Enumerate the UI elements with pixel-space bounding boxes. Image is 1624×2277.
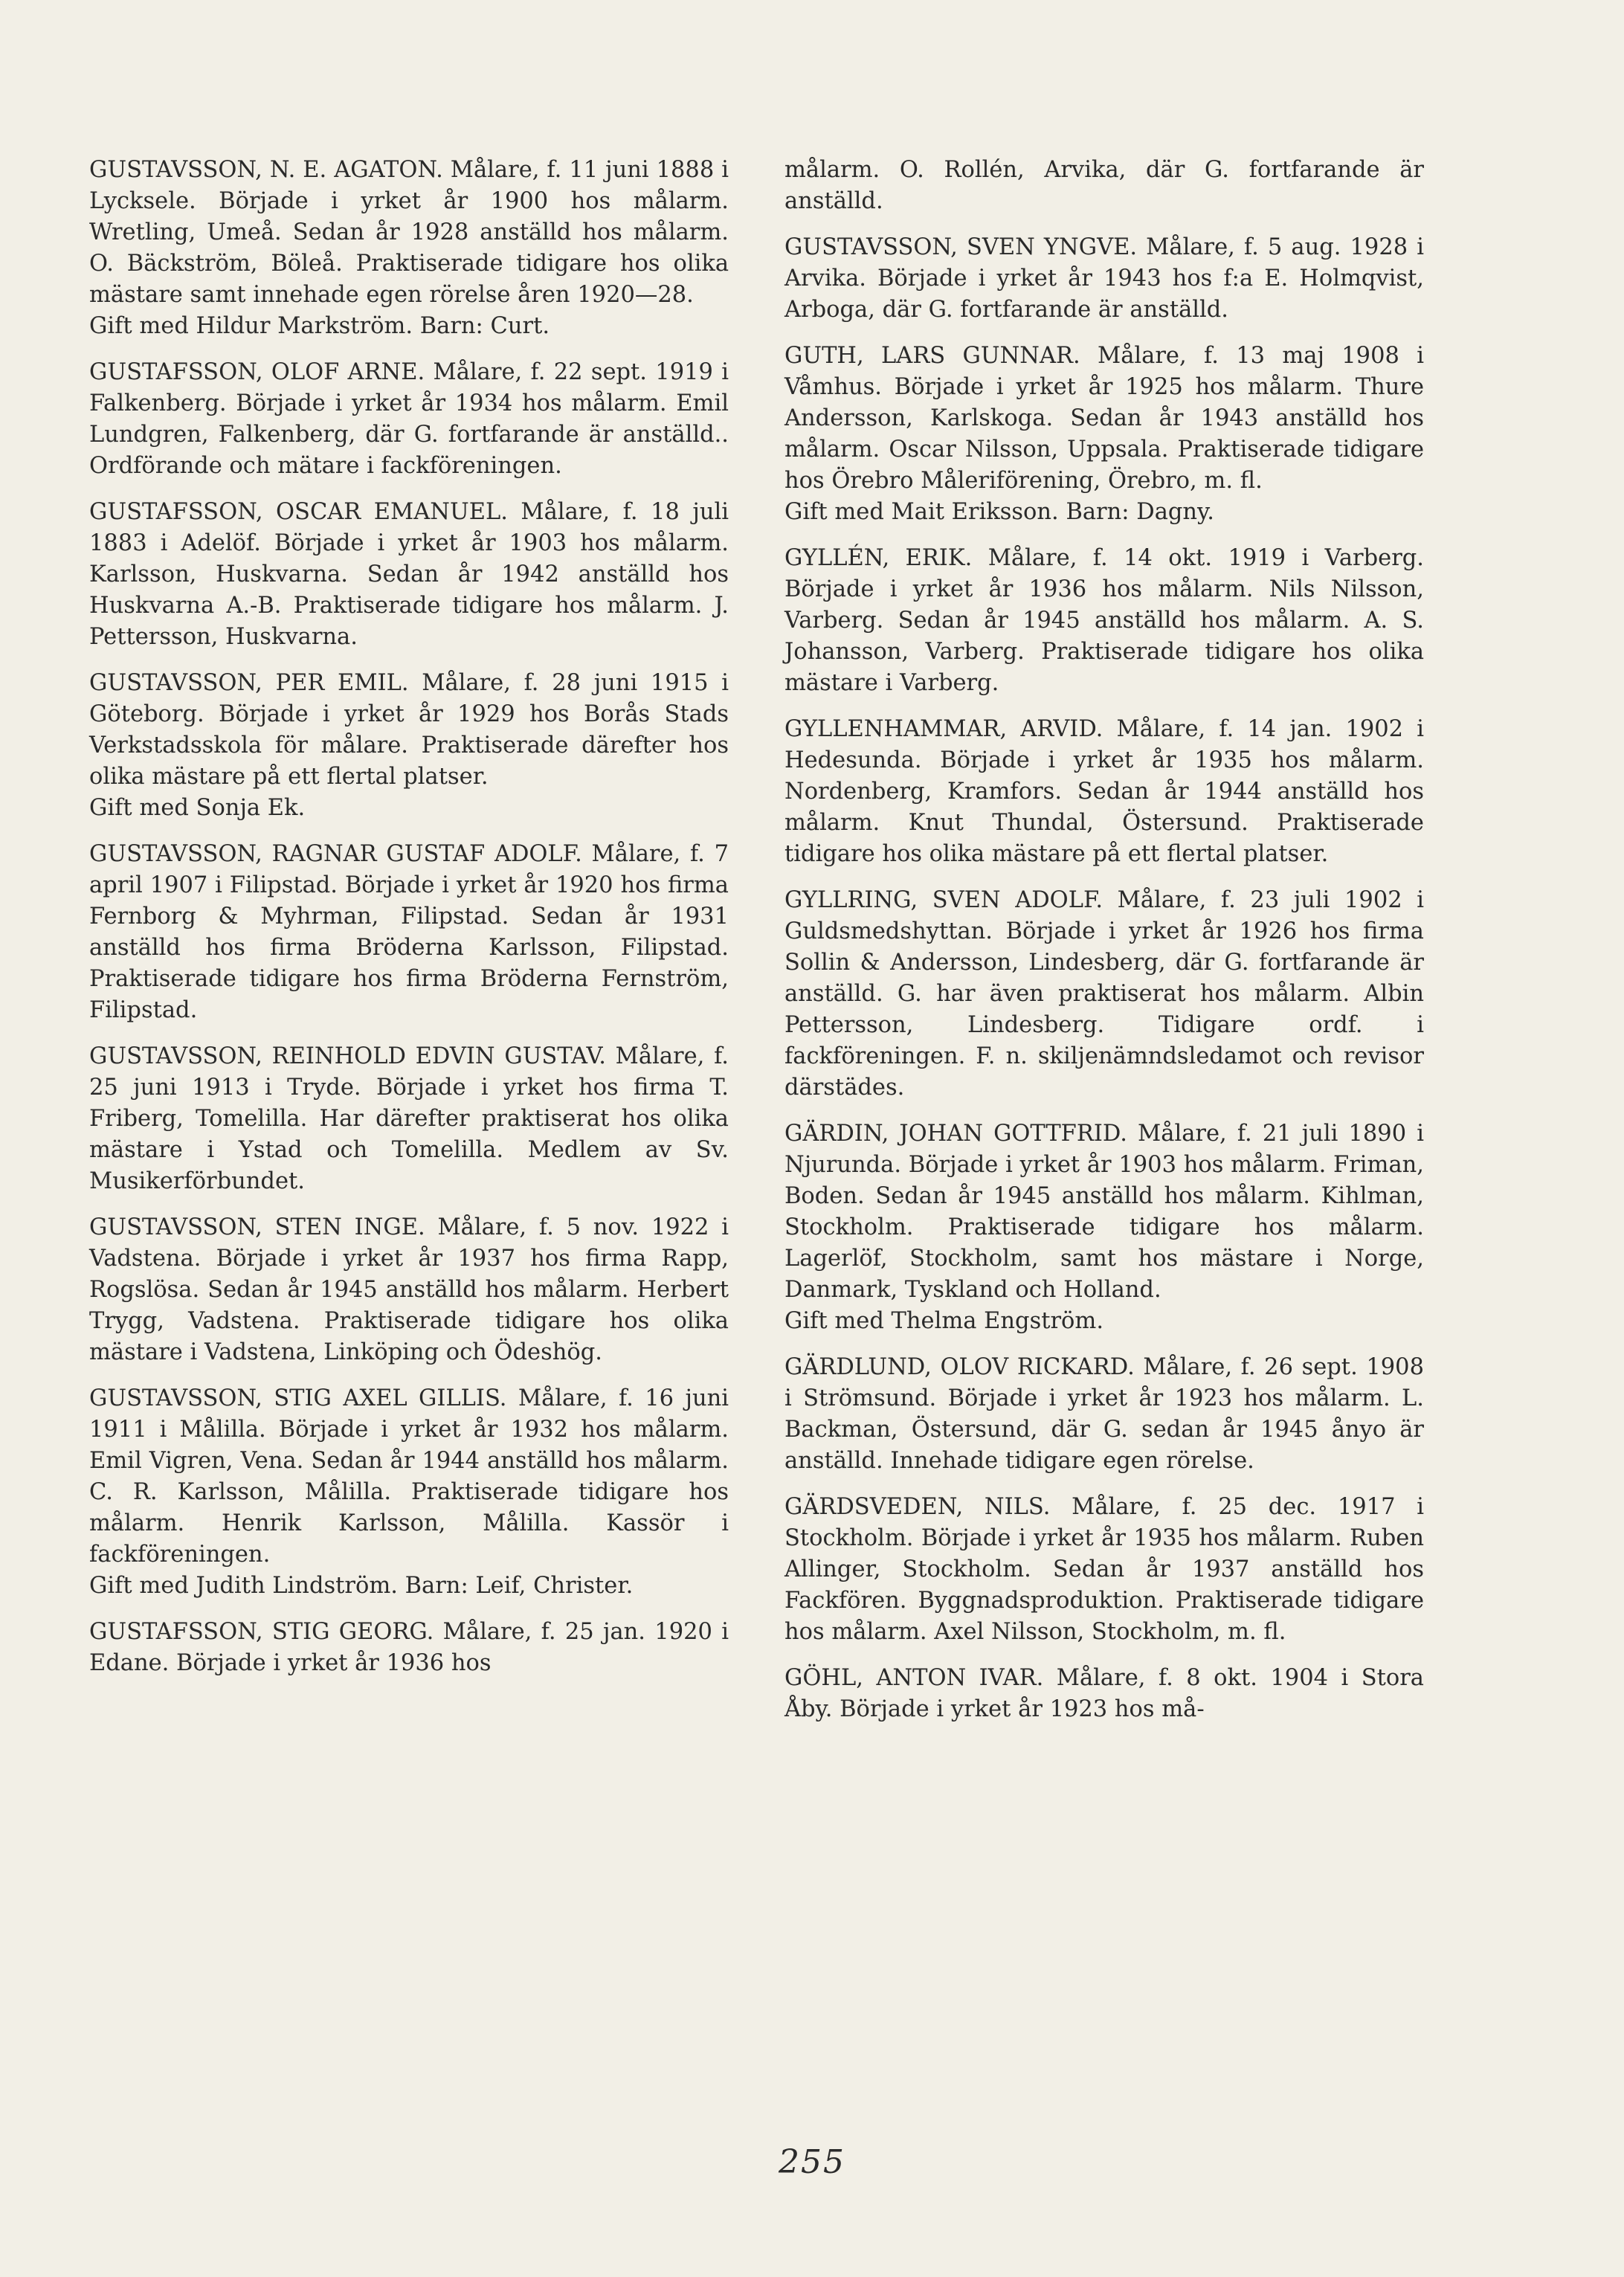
entry-gustafsson-stig-georg: GUSTAFSSON, STIG GEORG. Målare, f. 25 jan. 1920 i Edane. Började i yrket år 1936 hos [89, 1619, 729, 1676]
right-column [784, 155, 1424, 1740]
page-number: 255 [779, 2143, 845, 2181]
entry-note: Gift med Thelma Engström. [784, 1308, 1104, 1334]
entry-gohl-anton-ivar: GÖHL, ANTON IVAR. Målare, f. 8 okt. 1904 i Stora Åby. Började i yrket år 1923 hos må- [784, 1665, 1424, 1722]
entry-gustavsson-sten-inge: GUSTAVSSON, STEN INGE. Målare, f. 5 nov. 1922 i Vadstena. Började i yrket år 1937 hos firma Rapp, Rogslösa. Sedan år 1945 anställd hos målarm. Herbert Trygg, Vadstena. Praktiserade tidigare hos olika mästare i Vadstena, Linköping och Ödeshög. [89, 1214, 729, 1365]
entry-note: Gift med Sonja Ek. [89, 795, 306, 821]
entry-gyllenhammar-arvid: GYLLENHAMMAR, ARVID. Målare, f. 14 jan. 1902 i Hedesunda. Började i yrket år 1935 hos målarm. Nordenberg, Kramfors. Sedan år 1944 anställd hos målarm. Knut Thundal, Östersund. Praktiserade tidigare hos olika mästare på ett flertal platser. [784, 716, 1424, 867]
entry-guth-lars-gunnar: GUTH, LARS GUNNAR. Målare, f. 13 maj 1908 i Våmhus. Började i yrket år 1925 hos målarm. Thure Andersson, Karlskoga. Sedan år 1943 anställd hos målarm. Oscar Nilsson, Uppsala. Praktiserade tidigare hos Örebro Måleriförening, Örebro, m. fl. [784, 343, 1424, 494]
entry-gyllring-sven-adolf: GYLLRING, SVEN ADOLF. Målare, f. 23 juli 1902 i Guldsmedshyttan. Började i yrket år 1926 hos firma Sollin & Andersson, Lindesberg, där G. fortfarande är anställd. G. har även praktiserat hos målarm. Albin Pettersson, Lindesberg. Tidigare ordf. i fackföreningen. F. n. skiljenämndsledamot och revisor därstädes. [784, 887, 1424, 1101]
entry-gustavsson-ragnar: GUSTAVSSON, RAGNAR GUSTAF ADOLF. Målare, f. 7 april 1907 i Filipstad. Började i yrket år 1920 hos firma Fernborg & Myhrman, Filipstad. Sedan år 1931 anställd hos firma Bröderna Karlsson, Filipstad. Praktiserade tidigare hos firma Bröderna Fernström, Filipstad. [89, 841, 729, 1023]
entry-note: Gift med Judith Lindström. Barn: Leif, Christer. [89, 1573, 634, 1599]
entry-gardlund-olov: GÄRDLUND, OLOV RICKARD. Målare, f. 26 sept. 1908 i Strömsund. Började i yrket år 1923 hos målarm. L. Backman, Östersund, där G. sedan år 1945 ånyo är anställd. Innehade tidigare egen rörelse. [784, 1354, 1424, 1474]
entry-gustavsson-reinhold: GUSTAVSSON, REINHOLD EDVIN GUSTAV. Målare, f. 25 juni 1913 i Tryde. Började i yrket hos firma T. Friberg, Tomelilla. Har därefter praktiserat hos olika mästare i Ystad och Tomelilla. Medlem av Sv. Musikerförbundet. [89, 1043, 729, 1194]
entry-note: Gift med Mait Eriksson. Barn: Dagny. [784, 499, 1214, 525]
entry-gustavsson-stig-axel: GUSTAVSSON, STIG AXEL GILLIS. Målare, f. 16 juni 1911 i Målilla. Började i yrket år 1932 hos målarm. Emil Vigren, Vena. Sedan år 1944 anställd hos målarm. C. R. Karlsson, Målilla. Praktiserade tidigare hos målarm. Henrik Karlsson, Målilla. Kassör i fackföreningen. [89, 1385, 729, 1568]
entry-gardsveden-nils: GÄRDSVEDEN, NILS. Målare, f. 25 dec. 1917 i Stockholm. Började i yrket år 1935 hos målarm. Ruben Allinger, Stockholm. Sedan år 1937 anställd hos Fackfören. Byggnadsproduktion. Praktiserade tidigare hos målarm. Axel Nilsson, Stockholm, m. fl. [784, 1494, 1424, 1645]
entry-note: Gift med Hildur Markström. Barn: Curt. [89, 313, 550, 339]
left-column [89, 155, 729, 1694]
entry-gardin-johan: GÄRDIN, JOHAN GOTTFRID. Målare, f. 21 juli 1890 i Njurunda. Började i yrket år 1903 hos målarm. Friman, Boden. Sedan år 1945 anställd hos målarm. Kihlman, Stockholm. Praktiserade tidigare hos målarm. Lagerlöf, Stockholm, samt hos mästare i Norge, Danmark, Tyskland och Holland. [784, 1121, 1424, 1303]
entry-gyllen-erik: GYLLÉN, ERIK. Målare, f. 14 okt. 1919 i Varberg. Började i yrket år 1936 hos målarm. Nils Nilsson, Varberg. Sedan år 1945 anställd hos målarm. A. S. Johansson, Varberg. Praktiserade tidigare hos olika mästare i Varberg. [784, 545, 1424, 696]
entry-gustafsson-olof-arne: GUSTAFSSON, OLOF ARNE. Målare, f. 22 sept. 1919 i Falkenberg. Började i yrket år 1934 hos målarm. Emil Lundgren, Falkenberg, där G. fortfarande är anställd.. Ordförande och mätare i fackföreningen. [89, 359, 729, 479]
entry-gustavsson-per-emil: GUSTAVSSON, PER EMIL. Målare, f. 28 juni 1915 i Göteborg. Började i yrket år 1929 hos Borås Stads Verkstadsskola för målare. Praktiserade därefter hos olika mästare på ett flertal platser. [89, 670, 729, 790]
entry-gustafsson-oscar-emanuel: GUSTAFSSON, OSCAR EMANUEL. Målare, f. 18 juli 1883 i Adelöf. Började i yrket år 1903 hos målarm. Karlsson, Huskvarna. Sedan år 1942 anställd hos Huskvarna A.-B. Praktiserade tidigare hos målarm. J. Pettersson, Huskvarna. [89, 499, 729, 650]
entry-continuation: målarm. O. Rollén, Arvika, där G. fortfarande är anställd. [784, 157, 1424, 214]
entry-gustavsson-n-e-agaton: GUSTAVSSON, N. E. AGATON. Målare, f. 11 juni 1888 i Lycksele. Började i yrket år 1900 hos målarm. Wretling, Umeå. Sedan år 1928 anställd hos målarm. O. Bäckström, Böleå. Praktiserade tidigare hos olika mästare samt innehade egen rörelse åren 1920—28. [89, 157, 729, 308]
entry-gustavsson-sven-yngve: GUSTAVSSON, SVEN YNGVE. Målare, f. 5 aug. 1928 i Arvika. Började i yrket år 1943 hos f:a E. Holmqvist, Arboga, där G. fortfarande är anställd. [784, 234, 1424, 323]
